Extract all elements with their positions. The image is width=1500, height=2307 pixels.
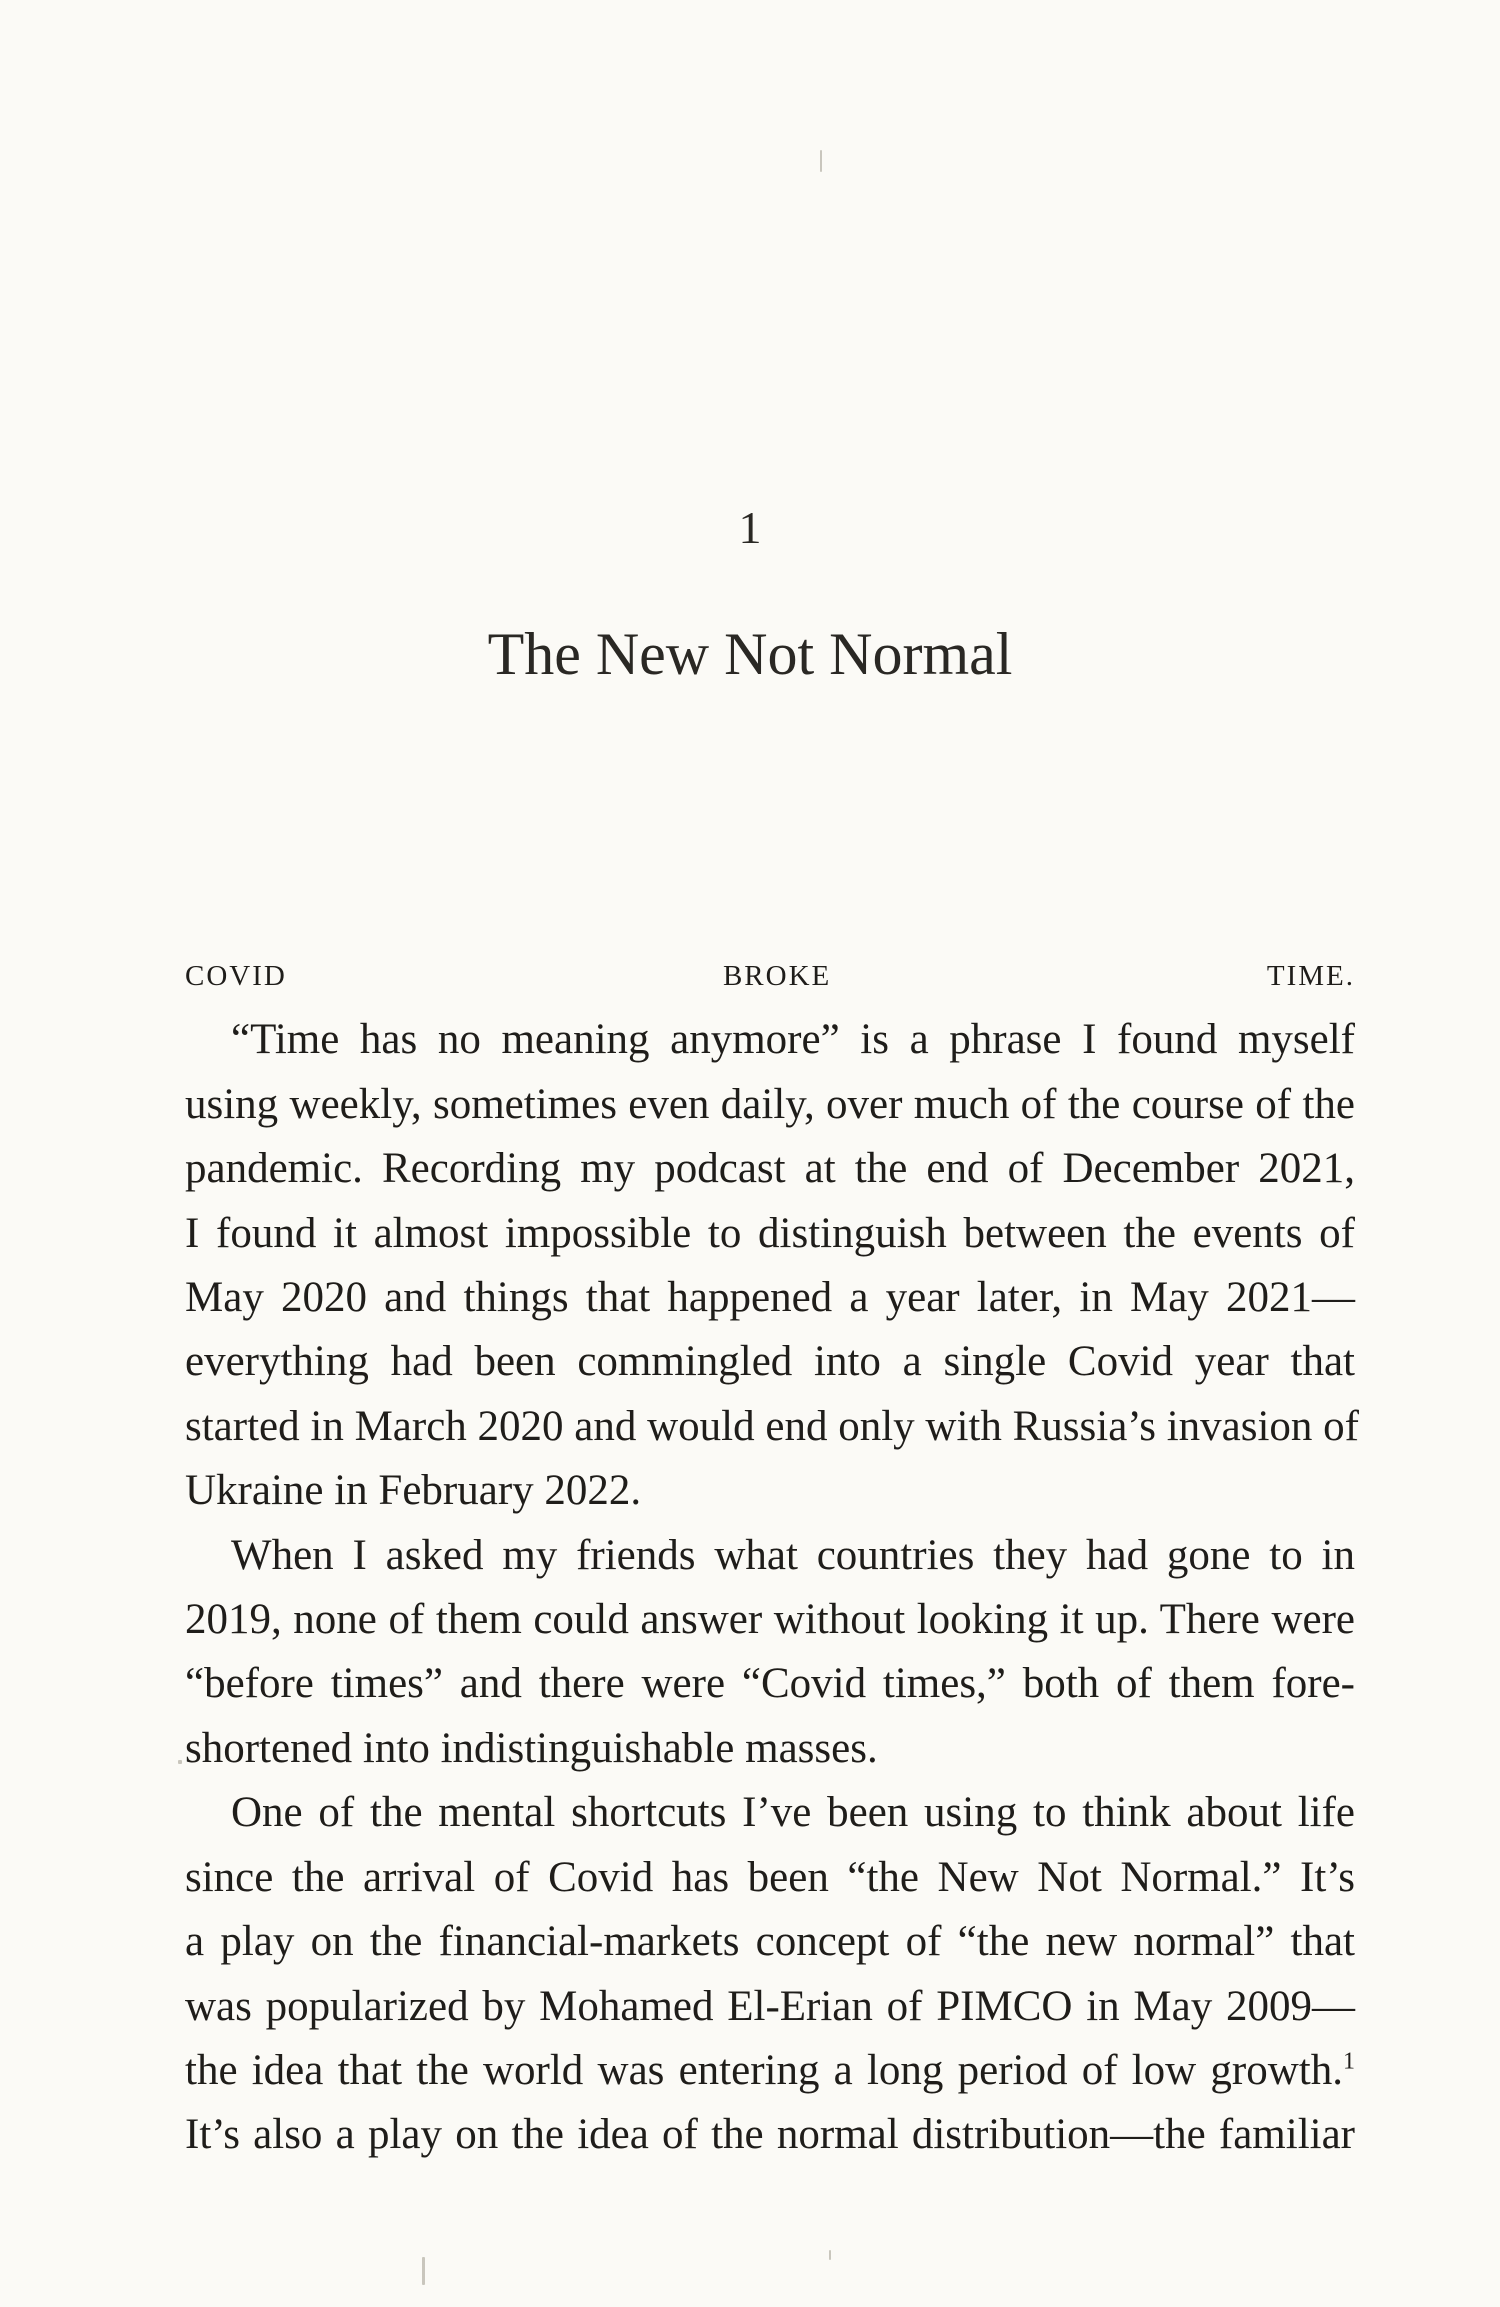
text-line: everything had been commingled into a single Covid year that: [185, 1338, 1355, 1386]
text-line-content: the idea that the world was entering a long period of low growth.: [185, 2046, 1343, 2094]
text-line: since the arrival of Covid has been “the New Not Normal.” It’s: [185, 1853, 1355, 1901]
text-line: One of the mental shortcuts I’ve been using to think about life: [231, 1789, 1355, 1837]
text-line: started in March 2020 and would end only with Russia’s invasion of: [185, 1402, 1359, 1450]
text-line-with-note: [185, 2039, 1355, 2103]
scan-speck: [829, 2250, 831, 2260]
scan-speck: [422, 2257, 425, 2285]
text-line: a play on the financial-markets concept of “the new normal” that: [185, 1918, 1355, 1966]
scan-speck: [178, 1760, 182, 1764]
text-line: shortened into indistinguishable masses.: [185, 1724, 878, 1772]
text-line: using weekly, sometimes even daily, over much of the course of the: [185, 1080, 1355, 1128]
footnote-marker[interactable]: 1: [1343, 2048, 1355, 2075]
text-line: Ukraine in February 2022.: [185, 1467, 642, 1515]
text-line: It’s also a play on the idea of the normal distribution—the familiar: [185, 2111, 1355, 2159]
chapter-title: The New Not Normal: [487, 621, 1013, 687]
text-line: was popularized by Mohamed El-Erian of PIMCO in May 2009—: [185, 1982, 1355, 2030]
text-line: When I asked my friends what countries they had gone to in: [231, 1531, 1355, 1579]
lead-in: COVID BROKE TIME.: [185, 960, 1355, 992]
text-line: “before times” and there were “Covid times,” both of them fore-: [185, 1660, 1355, 1708]
text-line: pandemic. Recording my podcast at the end of December 2021,: [185, 1145, 1355, 1193]
text-line: “Time has no meaning anymore” is a phrase I found myself: [231, 1016, 1355, 1064]
body-text: [185, 940, 1359, 2168]
chapter-number: 1: [738, 502, 762, 553]
text-line: 2019, none of them could answer without looking it up. There were: [185, 1596, 1355, 1644]
text-line: I found it almost impossible to distinguish between the events of: [185, 1209, 1355, 1257]
text-line: May 2020 and things that happened a year later, in May 2021—: [185, 1274, 1355, 1322]
scan-speck: [820, 150, 822, 172]
